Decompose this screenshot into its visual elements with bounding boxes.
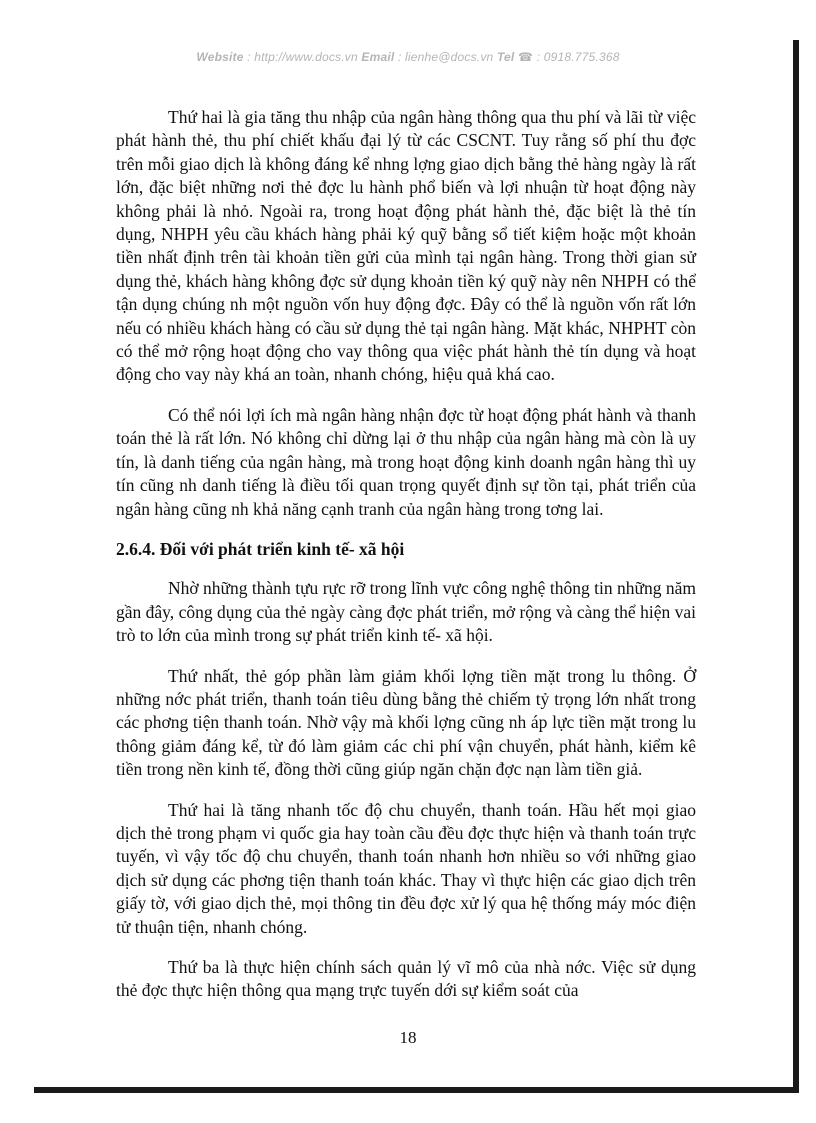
tel-value: ☎ : 0918.775.368 bbox=[518, 50, 620, 64]
paragraph-first: Thứ nhất, thẻ góp phần làm giảm khối lợng tiền mặt trong lu thông. Ở những nớc phát triển, thanh toán tiêu dùng bằng thẻ chiếm tỷ trọng lớn nhất trong các phơng tiện thanh toán. Nhờ vậy mà khối lợng cũng nh áp lực tiền mặt trong lu thông giảm đáng kể, từ đó làm giảm các chi phí vận chuyển, phát hành, kiểm kê tiền trong nền kinh tế, đồng thời cũng giúp ngăn chặn đợc nạn làm tiền giả. bbox=[116, 665, 696, 780]
paragraph-income: Thứ hai là gia tăng thu nhập của ngân hàng thông qua thu phí và lãi từ việc phát hành thẻ, thu phí chiết khấu đại lý từ các CSCNT. Tuy rằng số phí thu đợc trên mỗi giao dịch là không đáng kể nhng lợng giao dịch bằng thẻ hàng ngày là rất lớn, đặc biệt những nơi thẻ đợc lu hành phổ biến và lợi nhuận từ hoạt động này không phải là nhỏ. Ngoài ra, trong hoạt động phát hành thẻ, đặc biệt là thẻ tín dụng, NHPH yêu cầu khách hàng phải ký quỹ bằng sổ tiết kiệm hoặc một khoản tiền nhất định trên tài khoản tiền gửi của mình tại ngân hàng. Trong thời gian sử dụng thẻ, khách hàng không đợc sử dụng khoản tiền ký quỹ này nên NHPH có thể tận dụng chúng nh một nguồn vốn huy động đợc. Đây có thể là nguồn vốn rất lớn nếu có nhiều khách hàng có cầu sử dụng thẻ tại ngân hàng. Mặt khác, NHPHT còn có thể mở rộng hoạt động cho vay thông qua việc phát hành thẻ tín dụng và hoạt động cho vay này khá an toàn, nhanh chóng, hiệu quả khá cao. bbox=[116, 107, 696, 385]
paragraph-second: Thứ hai là tăng nhanh tốc độ chu chuyển, thanh toán. Hầu hết mọi giao dịch thẻ trong phạm vi quốc gia hay toàn cầu đều đợc thực hiện và thanh toán trực tuyến, vì vậy tốc độ chu chuyển, thanh toán nhanh hơn nhiều so với những giao dịch sử dụng các phơng tiện thanh toán khác. Thay vì thực hiện các giao dịch trên giấy tờ, với giao dịch thẻ, mọi thông tin đều đợc xử lý qua hệ thống máy móc điện tử thuận tiện, nhanh chóng. bbox=[116, 799, 696, 937]
page-border-right bbox=[793, 40, 799, 1090]
section-heading: 2.6.4. Đối với phát triển kinh tế- xã hội bbox=[116, 538, 405, 559]
page-number: 18 bbox=[399, 1028, 417, 1047]
paragraph-benefits: Có thể nói lợi ích mà ngân hàng nhận đợc từ hoạt động phát hành và thanh toán thẻ là rất lớn. Nó không chỉ dừng lại ở thu nhập của ngân hàng mà còn là uy tín, là danh tiếng của ngân hàng, mà trong hoạt động kinh doanh ngân hàng thì uy tín cũng nh danh tiếng là điều tối quan trọng quyết định sự tồn tại, phát triển của ngân hàng cũng nh khả năng cạnh tranh của ngân hàng trong tơng lai. bbox=[116, 404, 696, 519]
tel-label: Tel bbox=[496, 50, 515, 64]
website-value: : http://www.docs.vn bbox=[247, 50, 358, 64]
page-header bbox=[0, 50, 816, 64]
page-border-bottom bbox=[34, 1087, 799, 1093]
email-label: Email bbox=[361, 50, 395, 64]
email-value: : lienhe@docs.vn bbox=[397, 50, 494, 64]
paragraph-third: Thứ ba là thực hiện chính sách quản lý vĩ mô của nhà nớc. Việc sử dụng thẻ đợc thực hiện thông qua mạng trực tuyến dới sự kiểm soát của bbox=[116, 957, 696, 1001]
document-body bbox=[116, 106, 696, 1020]
website-label: Website bbox=[196, 50, 244, 64]
paragraph-intro: Nhờ những thành tựu rực rỡ trong lĩnh vực công nghệ thông tin những năm gần đây, công dụng của thẻ ngày càng đợc phát triển, mở rộng và càng thể hiện vai trò to lớn của mình trong sự phát triển kinh tế- xã hội. bbox=[116, 578, 696, 646]
